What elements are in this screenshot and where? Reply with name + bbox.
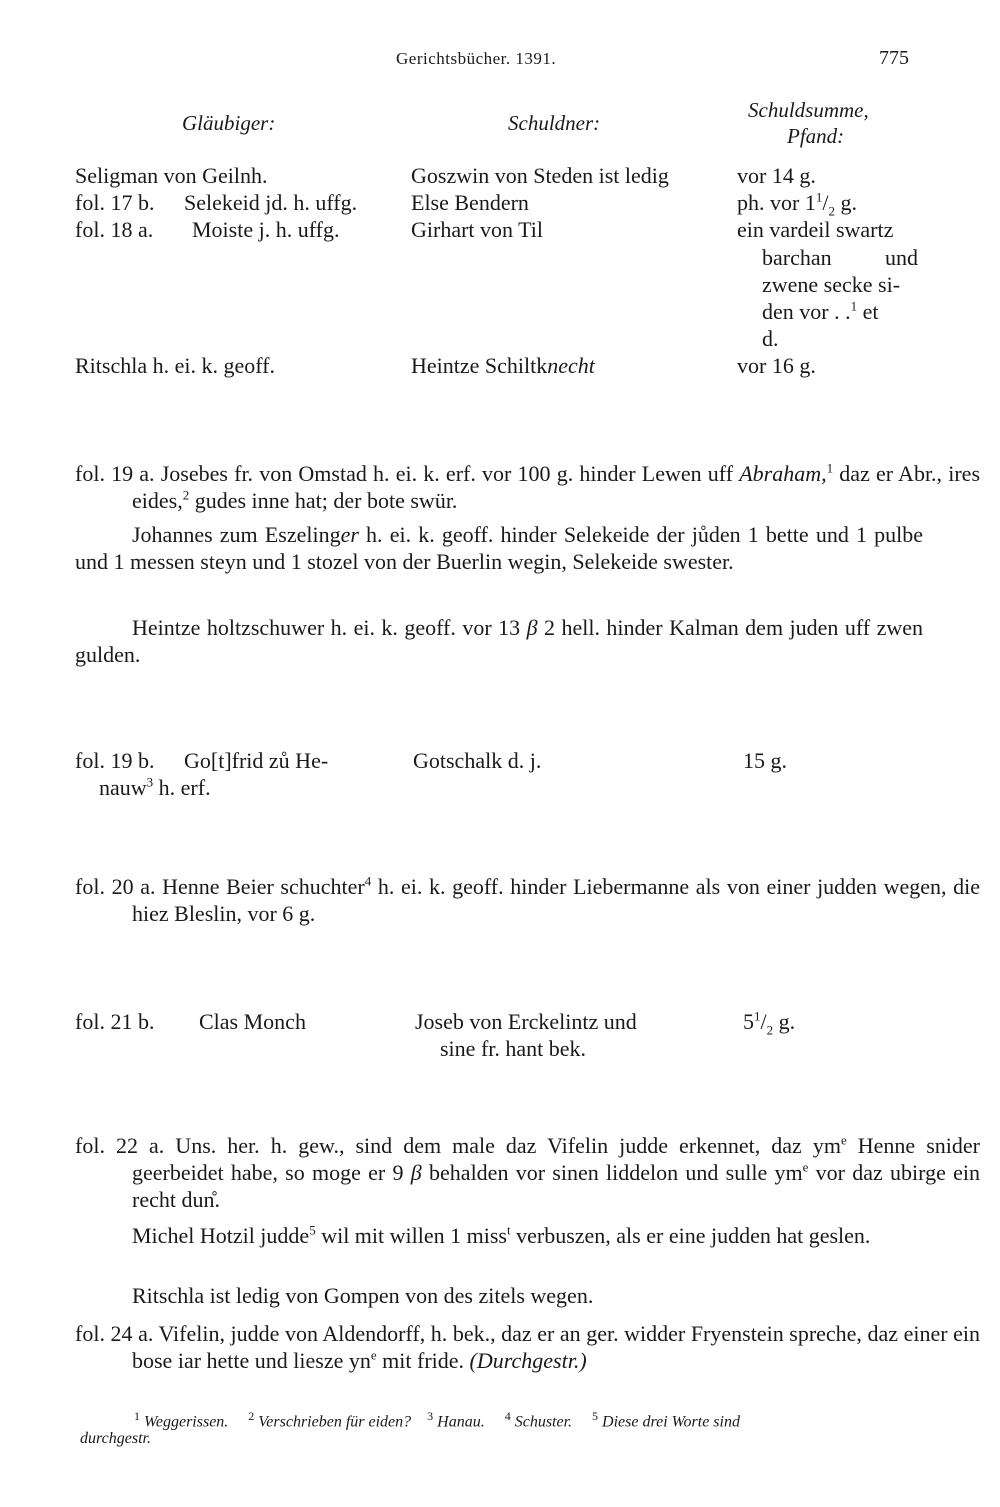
row6-debtor-line2: sine fr. hant bek.	[440, 1036, 587, 1061]
row5-creditor-line1: Go[t]frid zů He-	[184, 748, 329, 773]
row3-folio: fol. 18 a.	[75, 217, 154, 242]
row2-sum: ph. vor $1^1/_2$ g.	[737, 189, 857, 219]
row6-folio: fol. 21 b.	[75, 1009, 155, 1034]
column-heading-debtor: Schuldner:	[508, 111, 601, 135]
row2-folio: fol. 17 b.	[75, 190, 155, 215]
entry-heintze: Heintze holtzschuwer h. ei. k. geoff. vor 13 β 2 hell. hinder Kalman dem juden uff zwen gulden.	[75, 615, 923, 667]
row1-debtor: Goszwin von Steden ist ledig	[411, 163, 669, 188]
row3-debtor: Girhart von Til	[411, 217, 544, 242]
row3-sum-line4: den vor . .$^1$ et	[762, 298, 879, 324]
row6-sum: $5^1/_2$ g.	[743, 1008, 796, 1038]
entry-ritschla: Ritschla ist ledig von Gompen von des zitels wegen.	[132, 1283, 594, 1308]
column-heading-sum: Schuldsumme,	[748, 98, 869, 122]
row4-debtor: Heintze Schiltknecht	[411, 353, 595, 378]
entry-fol-24a: fol. 24 a. Vifelin, judde von Aldendorff, h. bek., daz er an ger. widder Fryenstein spreche, daz einer ein bose iar hette und liesze $yn^e$ mit fride. (Durchgestr.)	[75, 1321, 980, 1373]
row3-sum-line1: ein vardeil swartz	[737, 217, 894, 242]
row3-sum-line3: zwene secke si-	[762, 272, 901, 297]
column-heading-pledge: Pfand:	[787, 124, 845, 148]
row1-sum: vor 14 g.	[737, 163, 816, 188]
row4-sum: vor 16 g.	[737, 353, 816, 378]
row6-creditor: Clas Monch	[199, 1009, 306, 1034]
entry-michel: Michel Hotzil judde$^5$ wil mit willen 1 miss$^t$ verbuszen, als er eine judden hat geslen.	[132, 1222, 871, 1248]
row2-creditor: Selekeid jd. h. uffg.	[184, 190, 358, 215]
row3-creditor: Moiste j. h. uffg.	[192, 217, 340, 242]
row1-creditor: Seligman von Geilnh.	[75, 163, 268, 188]
row5-debtor: Gotschalk d. j.	[413, 748, 542, 773]
running-title: Gerichtsbücher. 1391.	[396, 49, 557, 68]
row5-folio: fol. 19 b.	[75, 748, 155, 773]
row5-creditor-line2: nauw$^3$ h. erf.	[99, 774, 211, 800]
footnotes-line1: $^1$ Weggerissen. $^2$ Verschrieben für eiden? $^3$ Hanau. $^4$ Schuster. $^5$ Diese drei Worte sind	[134, 1409, 740, 1431]
row5-sum: 15 g.	[743, 748, 787, 773]
row3-sum-line2: barchan und	[762, 245, 918, 270]
entry-fol-19a: fol. 19 a. Josebes fr. von Omstad h. ei. k. erf. vor 100 g. hinder Lewen uff Abraham,$^1$ daz er Abr., ires eides,$^2$ gudes inne hat; der bote swür.	[75, 460, 981, 513]
footnotes-line2: durchgestr.	[80, 1430, 151, 1447]
row3-sum-line5: d.	[762, 326, 779, 351]
row4-creditor: Ritschla h. ei. k. geoff.	[75, 353, 275, 378]
entry-fol-20a: fol. 20 a. Henne Beier schuchter$^4$ h. ei. k. geoff. hinder Liebermanne als von einer judden wegen, die hiez Bleslin, vor 6 g.	[75, 873, 980, 926]
row6-debtor-line1: Joseb von Erckelintz und	[415, 1009, 637, 1034]
row2-debtor: Else Bendern	[411, 190, 529, 215]
page-number: 775	[879, 47, 909, 69]
column-heading-creditor: Gläubiger:	[182, 111, 276, 135]
entry-johannes: Johannes zum Eszelinger h. ei. k. geoff. hinder Selekeide der jůden 1 bette und 1 pulbe und 1 messen steyn und 1 stozel von der Buerlin wegin, Selekeide swester.	[75, 522, 923, 574]
entry-fol-22a: fol. 22 a. Uns. her. h. gew., sind dem male daz Vifelin judde erkennet, daz $ym^e$ Henne snider geerbeidet habe, so moge er 9 β behalden vor sinen liddelon und sulle $ym^e$ vor daz ubirge ein recht dun̊.	[75, 1132, 981, 1212]
